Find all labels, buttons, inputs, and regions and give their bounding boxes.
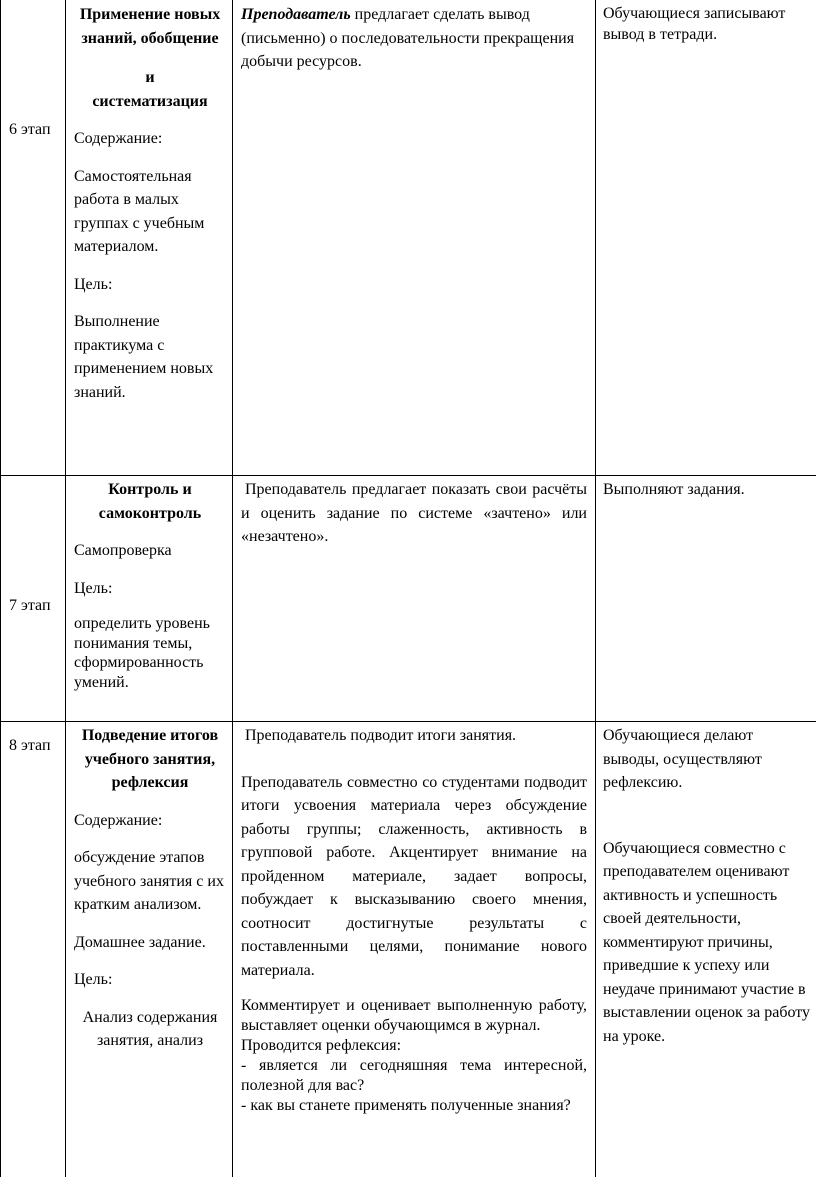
student-assessment: Обучающиеся совместно с преподавателем оценивают активность и успешность своей деятельности, комментируют причины, приведшие к успеху или неудаче принимают участие в выставлении оценок за работу на уроке. [603, 839, 811, 1045]
teacher-text: Преподаватель предлагает показать свои расчёты и оценить задание по системе «зачтено» или «незачтено». [241, 481, 587, 545]
teacher-activity [241, 478, 587, 549]
column-divider-3 [595, 0, 596, 1177]
teacher-discussion: Преподаватель совместно со студентами подводит итоги усвоения материала через обсуждение работы группы; слаженность, активность в групповой работе. Акцентирует внимание на пройденном материале, задает вопросы, побуждает к высказыванию своего мнения, соотносит достигнутые результаты с поставленными целями, понимание нового материала. [241, 773, 587, 979]
column-divider-2 [232, 0, 233, 1177]
content-label: Содержание: [74, 811, 163, 829]
stage-title: Подведение итогов учебного занятия, рефлексия [81, 727, 219, 791]
content-text: Самостоятельная работа в малых группах с учебным материалом. [74, 167, 205, 255]
student-conclusions: Обучающиеся делают выводы, осуществляют рефлексию. [603, 727, 762, 791]
student-text: Обучающиеся записывают вывод в тетради. [603, 5, 786, 43]
stage-label: 8 этап [9, 737, 51, 754]
column-divider-1 [65, 0, 66, 1177]
row-divider-1 [0, 475, 816, 476]
stage-description [74, 478, 226, 692]
content-text: Самопроверка [74, 542, 172, 559]
row-divider-2 [0, 721, 816, 722]
goal-label: Цель: [74, 971, 113, 988]
student-activity [603, 724, 811, 1048]
reflection-question-2: - как вы станете применять полученные знания? [241, 1097, 571, 1114]
teacher-lead: Преподаватель [241, 6, 351, 23]
goal-text: Выполнение практикума с применением новых знаний. [74, 313, 214, 401]
goal-text: Анализ содержания занятия, анализ [82, 1008, 218, 1049]
stage-title-and: и [145, 69, 155, 86]
student-activity [603, 3, 811, 45]
teacher-summary: Преподаватель подводит итоги занятия. [245, 727, 517, 744]
teacher-grading: Комментирует и оценивает выполненную работу, выставляет оценки обучающимся в журнал. [241, 997, 587, 1034]
reflection-question-1: - является ли сегодняшняя тема интересной, полезной для вас? [241, 1057, 587, 1094]
goal-label: Цель: [74, 579, 113, 597]
content-text: обсуждение этапов учебного занятия с их кратким анализом. [74, 849, 224, 913]
table-border-left [0, 0, 1, 1177]
stage-title-end: систематизация [92, 92, 208, 110]
student-text: Выполняют задания. [603, 481, 745, 498]
homework-text: Домашнее задание. [74, 933, 206, 951]
teacher-text: предлагает сделать вывод (письменно) о последовательности прекращения добычи ресурсов. [241, 6, 575, 70]
stage-title: Применение новых знаний, обобщение [79, 6, 221, 47]
stage-label: 6 этап [9, 121, 51, 138]
teacher-reflection: Проводится рефлексия: [241, 1037, 402, 1054]
student-activity [603, 478, 811, 502]
teacher-activity [241, 724, 587, 1116]
stage-description [74, 724, 226, 1053]
content-label: Содержание: [74, 130, 163, 147]
goal-text: определить уровень понимания темы, сформированность умений. [74, 615, 210, 691]
teacher-activity [241, 3, 591, 74]
stage-title: Контроль и самоконтроль [98, 481, 202, 522]
goal-label: Цель: [74, 275, 113, 293]
stage-description [74, 3, 226, 404]
stage-label: 7 этап [9, 597, 51, 614]
